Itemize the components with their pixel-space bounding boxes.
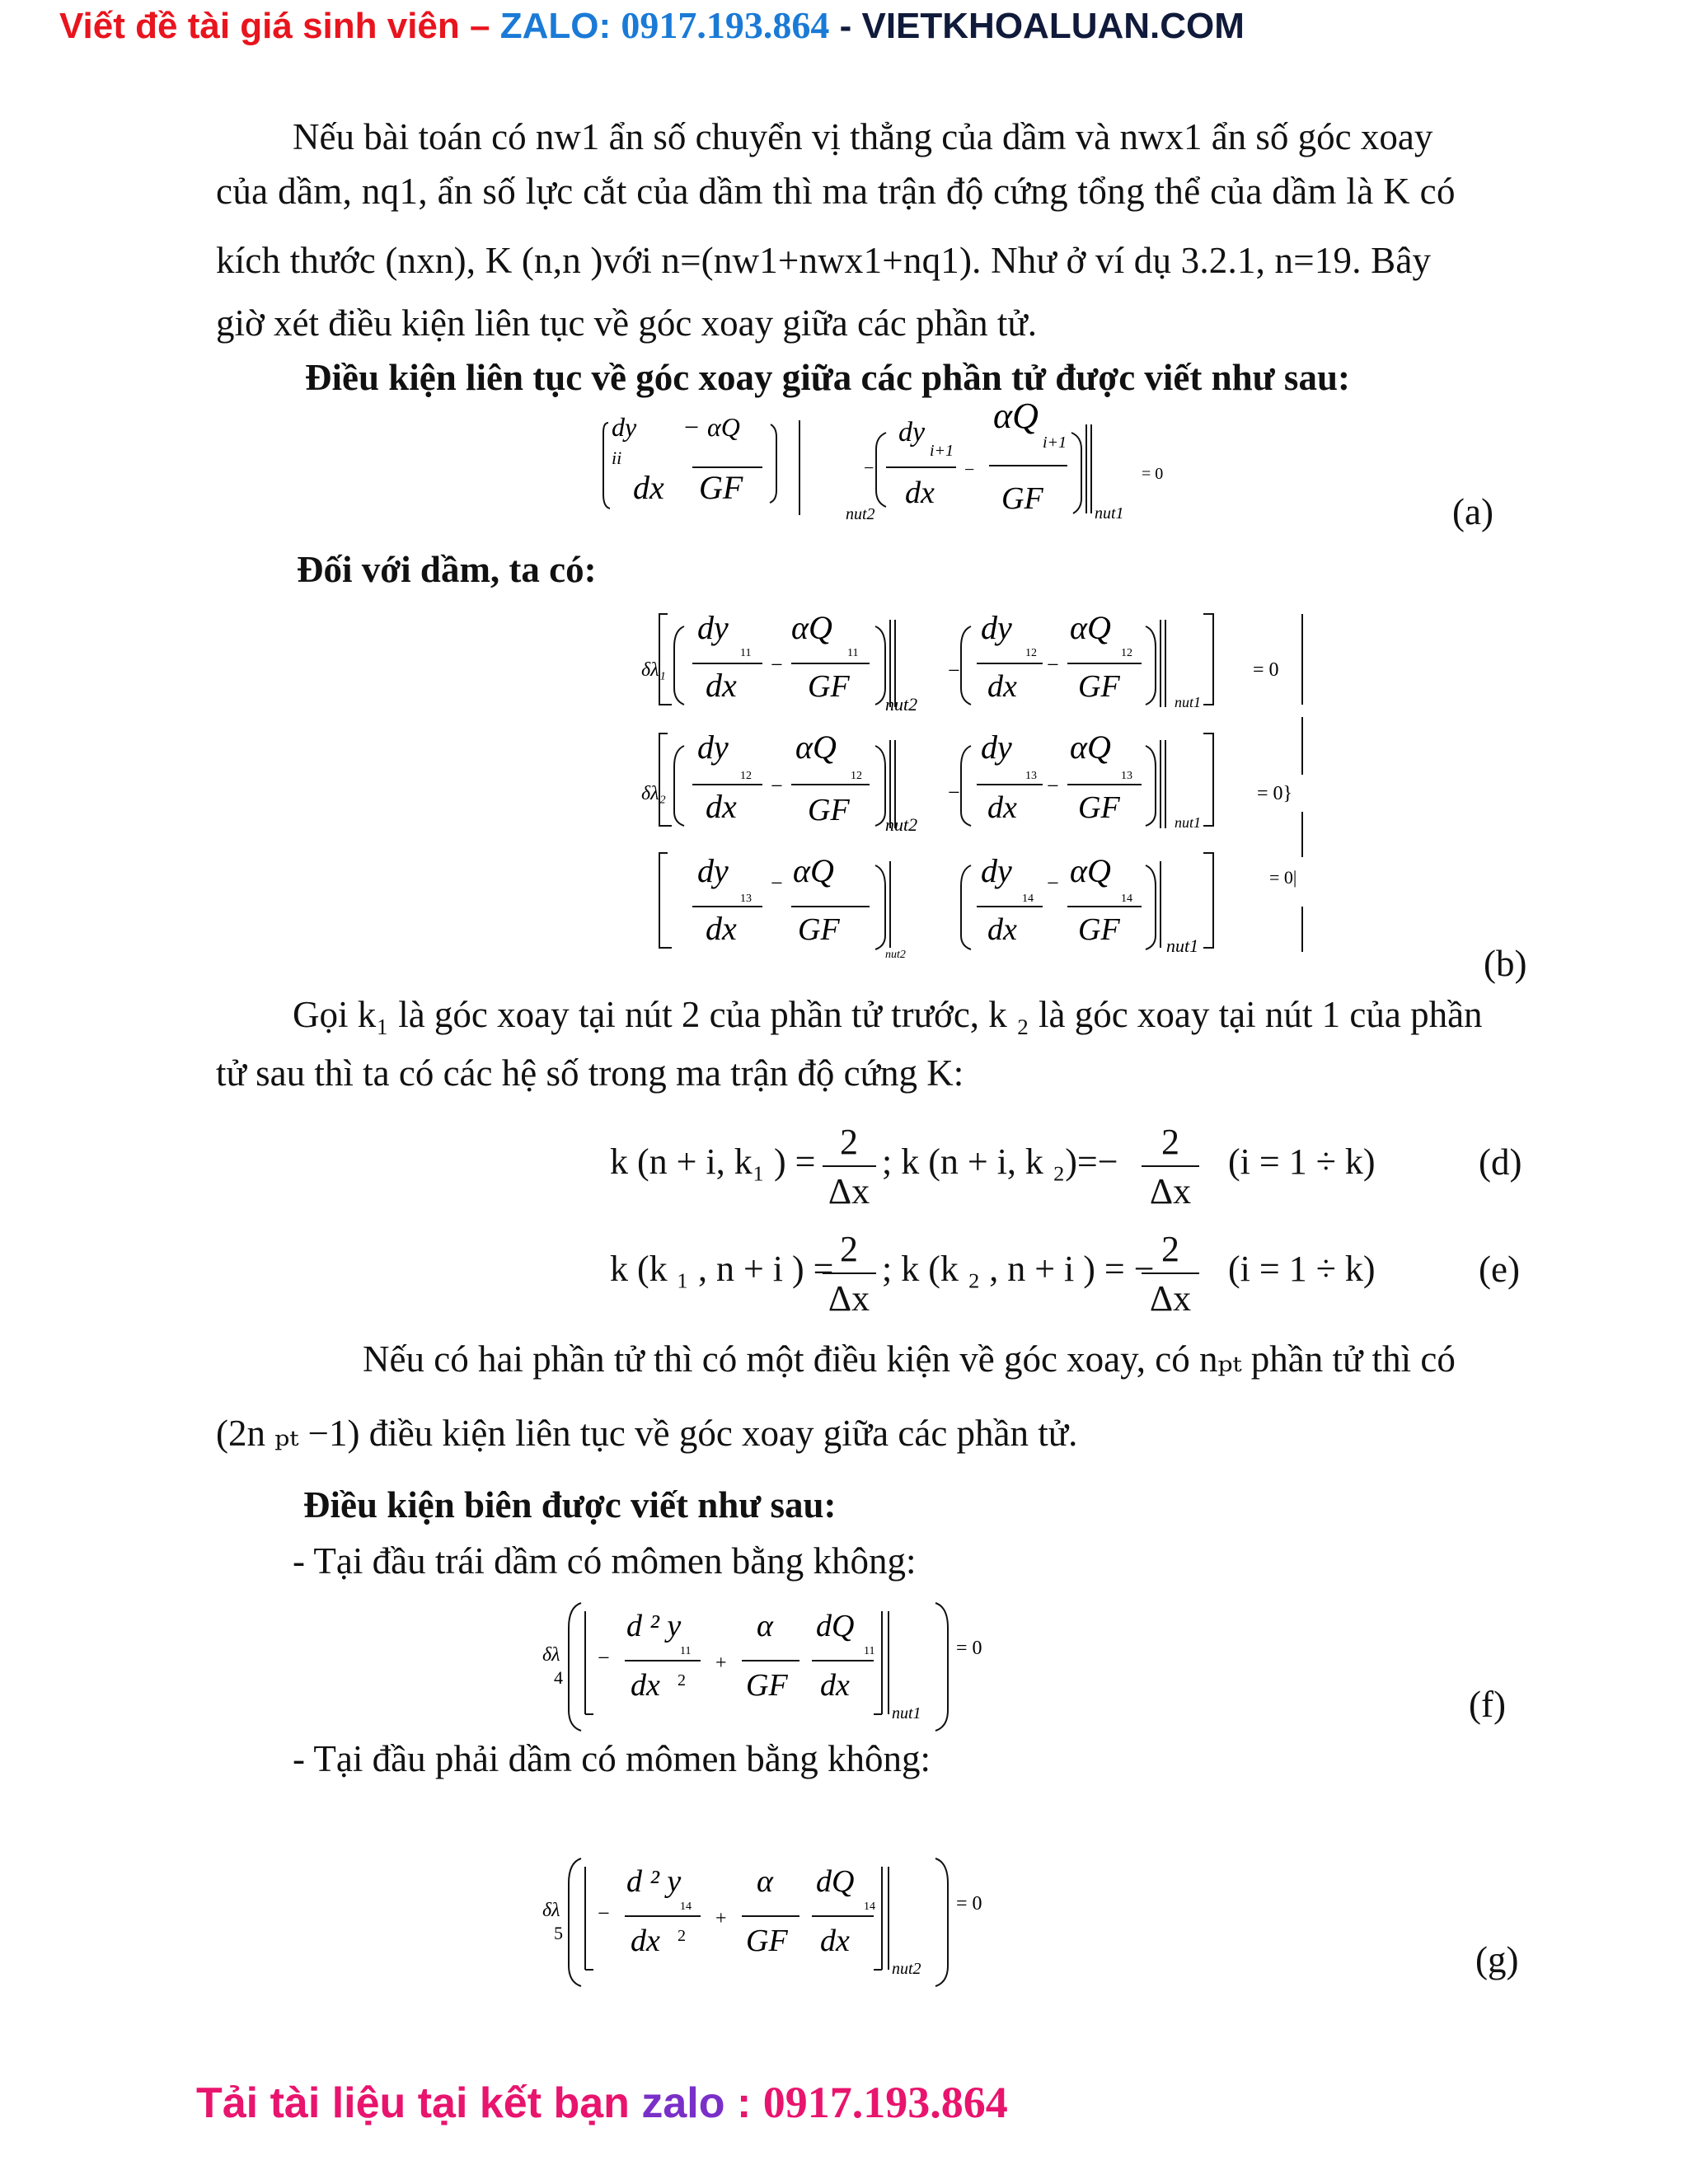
bullet-line: - Tại đầu phải dầm có mômen bằng không: xyxy=(293,1738,931,1779)
paragraph-line: Nếu bài toán có nw1 ẩn số chuyển vị thẳng của dầm và nwx1 ẩn số góc xoay xyxy=(293,116,1433,157)
svg-text:dy: dy xyxy=(697,852,729,889)
svg-text:= 0}: = 0} xyxy=(1257,783,1293,804)
footer-banner: Tải tài liệu tại kết bạn zalo : 0917.193.864 xyxy=(196,2078,1008,2127)
svg-text:14: 14 xyxy=(680,1900,692,1913)
svg-text:nut1: nut1 xyxy=(1095,504,1124,523)
svg-text:dx: dx xyxy=(905,476,935,510)
svg-text:dy: dy xyxy=(697,609,729,646)
svg-text:13: 13 xyxy=(740,893,752,905)
equation-f xyxy=(536,1595,1014,1735)
svg-text:αQ: αQ xyxy=(707,412,740,442)
svg-text:= 0: = 0 xyxy=(1253,659,1279,681)
equation-g xyxy=(536,1850,1014,1990)
svg-text:−: − xyxy=(964,459,975,480)
svg-text:−: − xyxy=(771,871,783,895)
svg-text:GF: GF xyxy=(1001,481,1043,516)
svg-text:5: 5 xyxy=(554,1923,563,1943)
svg-text:= 0: = 0 xyxy=(956,1638,982,1659)
svg-text:dx: dx xyxy=(631,1924,660,1958)
svg-text:13: 13 xyxy=(1025,770,1037,782)
svg-text:dy: dy xyxy=(612,412,637,442)
equation-e: k (k ₁ , n + i ) = 2 Δx ; k (k ₂ , n + i ) = − 2 Δx (i = 1 ÷ k) xyxy=(610,1229,1376,1319)
svg-text:dy: dy xyxy=(898,417,926,448)
svg-text:12: 12 xyxy=(1121,647,1132,659)
svg-text:dQ: dQ xyxy=(816,1609,855,1643)
footer-text: Tải tài liệu tại kết bạn xyxy=(196,2079,642,2127)
svg-text:GF: GF xyxy=(798,912,840,947)
svg-text:11: 11 xyxy=(680,1645,692,1657)
svg-text:12: 12 xyxy=(1025,647,1037,659)
paragraph-line: Nếu có hai phần tử thì có một điều kiện về góc xoay, có nₚₜ phần tử thì có xyxy=(363,1338,1456,1380)
svg-text:δλ: δλ xyxy=(542,1644,560,1666)
svg-text:nut2: nut2 xyxy=(885,949,906,961)
svg-text:δλ₁: δλ₁ xyxy=(641,659,666,681)
svg-text:αQ: αQ xyxy=(1070,609,1111,646)
section-heading: Điều kiện liên tục về góc xoay giữa các phần tử được viết như sau: xyxy=(305,357,1350,398)
svg-text:nut1: nut1 xyxy=(892,1704,921,1722)
svg-text:dy: dy xyxy=(981,609,1012,646)
svg-text:−: − xyxy=(771,653,783,677)
equation-tag-f: (f) xyxy=(1469,1684,1506,1725)
svg-text:−: − xyxy=(771,774,783,798)
equation-tag-d: (d) xyxy=(1479,1141,1522,1183)
svg-text:−: − xyxy=(684,412,700,442)
svg-text:i+1: i+1 xyxy=(1043,434,1067,452)
equation-tag-e: (e) xyxy=(1479,1249,1520,1290)
svg-text:dx: dx xyxy=(633,469,664,506)
svg-text:δλ₂: δλ₂ xyxy=(641,783,666,804)
section-heading: Điều kiện biên được viết như sau: xyxy=(303,1484,837,1526)
svg-text:dx: dx xyxy=(631,1668,660,1703)
svg-text:−: − xyxy=(598,1901,610,1925)
svg-text:dx: dx xyxy=(706,788,737,825)
svg-text:α: α xyxy=(757,1864,773,1899)
svg-text:−: − xyxy=(1047,653,1059,677)
svg-text:nut1: nut1 xyxy=(1175,814,1202,831)
svg-text:dy: dy xyxy=(981,852,1012,889)
footer-zalo: zalo xyxy=(641,2079,725,2127)
svg-text:i+1: i+1 xyxy=(930,442,954,460)
svg-text:dx: dx xyxy=(706,667,737,704)
svg-text:GF: GF xyxy=(699,469,743,506)
svg-text:−: − xyxy=(1047,774,1059,798)
svg-text:αQ: αQ xyxy=(793,852,834,889)
svg-text:12: 12 xyxy=(851,770,862,782)
svg-text:GF: GF xyxy=(1078,912,1120,947)
svg-text:nut2: nut2 xyxy=(885,814,918,835)
header-site: VIETKHOALUAN.COM xyxy=(861,6,1245,46)
bullet-line: - Tại đầu trái dầm có mômen bằng không: xyxy=(293,1540,917,1582)
svg-text:GF: GF xyxy=(808,669,850,704)
svg-text:nut2: nut2 xyxy=(892,1960,921,1978)
svg-text:+: + xyxy=(715,1908,727,1929)
paragraph-line: (2n ₚₜ −1) điều kiện liên tục về góc xoay giữa các phần tử. xyxy=(216,1413,1078,1454)
svg-text:−: − xyxy=(598,1646,610,1670)
header-banner: Viết đề tài giá sinh viên – ZALO: 0917.193.864 - VIETKHOALUAN.COM xyxy=(59,4,1245,46)
svg-text:12: 12 xyxy=(740,770,752,782)
svg-text:−: − xyxy=(1047,871,1059,895)
svg-text:14: 14 xyxy=(1022,893,1034,905)
svg-text:14: 14 xyxy=(864,1900,875,1913)
svg-text:−: − xyxy=(864,457,874,478)
svg-text:−: − xyxy=(948,780,960,804)
svg-text:αQ: αQ xyxy=(791,609,832,646)
paragraph-line: giờ xét điều kiện liên tục về góc xoay giữa các phần tử. xyxy=(216,302,1037,344)
svg-text:4: 4 xyxy=(554,1667,563,1688)
svg-text:2: 2 xyxy=(678,1671,686,1690)
header-phone: 0917.193.864 xyxy=(621,4,830,46)
svg-text:= 0|: = 0| xyxy=(1269,867,1297,888)
paragraph-line: kích thước (nxn), K (n,n )với n=(nw1+nwx1+nq1). Như ở ví dụ 3.2.1, n=19. Bây xyxy=(216,240,1432,281)
svg-text:dx: dx xyxy=(987,669,1017,704)
paragraph-line: Gọi k₁ là góc xoay tại nút 2 của phần tử trước, k ₂ là góc xoay tại nút 1 của phần xyxy=(293,994,1483,1035)
equation-a xyxy=(602,400,1179,532)
paragraph-line: tử sau thì ta có các hệ số trong ma trận độ cứng K: xyxy=(216,1052,964,1094)
equation-tag-g: (g) xyxy=(1475,1939,1519,1980)
svg-text:dy: dy xyxy=(981,729,1012,766)
svg-text:dx: dx xyxy=(706,910,737,947)
svg-text:αQ: αQ xyxy=(1070,729,1111,766)
svg-text:−: − xyxy=(948,658,960,682)
svg-text:dx: dx xyxy=(820,1924,850,1958)
paragraph-line: của dầm, nq1, ẩn số lực cắt của dầm thì ma trận độ cứng tổng thể của dầm là K có xyxy=(216,171,1456,212)
svg-text:GF: GF xyxy=(808,793,850,827)
svg-text:nut2: nut2 xyxy=(885,694,918,715)
equation-b xyxy=(635,602,1319,964)
header-zalo-label: ZALO: xyxy=(499,6,621,46)
svg-text:α: α xyxy=(757,1609,773,1643)
svg-text:nut1: nut1 xyxy=(1175,694,1202,710)
svg-text:14: 14 xyxy=(1121,893,1132,905)
svg-text:dy: dy xyxy=(697,729,729,766)
svg-text:ii: ii xyxy=(612,448,622,468)
svg-text:dx: dx xyxy=(820,1668,850,1703)
svg-text:δλ: δλ xyxy=(542,1900,560,1921)
svg-text:dx: dx xyxy=(987,912,1017,947)
equation-tag-b: (b) xyxy=(1484,943,1527,984)
svg-text:= 0: = 0 xyxy=(956,1893,982,1915)
svg-text:GF: GF xyxy=(1078,790,1120,825)
svg-text:dx: dx xyxy=(987,790,1017,825)
header-tagline: Viết đề tài giá sinh viên xyxy=(59,6,460,46)
svg-text:GF: GF xyxy=(746,1668,788,1703)
svg-text:2: 2 xyxy=(678,1927,686,1945)
svg-text:αQ: αQ xyxy=(993,400,1039,436)
svg-text:11: 11 xyxy=(740,647,752,659)
equation-tag-a: (a) xyxy=(1452,491,1493,532)
svg-text:nut1: nut1 xyxy=(1166,935,1199,956)
svg-text:= 0: = 0 xyxy=(1142,465,1164,483)
section-heading: Đối với dầm, ta có: xyxy=(297,549,597,590)
footer-phone: 0917.193.864 xyxy=(762,2078,1008,2127)
svg-text:d ² y: d ² y xyxy=(626,1864,682,1899)
equation-d: k (n + i, k₁ ) = 2 Δx ; k (n + i, k ₂)=− 2 Δx (i = 1 ÷ k) xyxy=(610,1122,1376,1212)
svg-text:11: 11 xyxy=(864,1645,875,1657)
svg-text:αQ: αQ xyxy=(1070,852,1111,889)
svg-text:d ² y: d ² y xyxy=(626,1609,682,1643)
svg-text:GF: GF xyxy=(1078,669,1120,704)
svg-text:αQ: αQ xyxy=(795,729,837,766)
svg-text:11: 11 xyxy=(847,647,859,659)
svg-text:+: + xyxy=(715,1652,727,1674)
svg-text:dQ: dQ xyxy=(816,1864,855,1899)
svg-text:nut2: nut2 xyxy=(846,505,875,523)
svg-text:13: 13 xyxy=(1121,770,1132,782)
svg-text:GF: GF xyxy=(746,1924,788,1958)
